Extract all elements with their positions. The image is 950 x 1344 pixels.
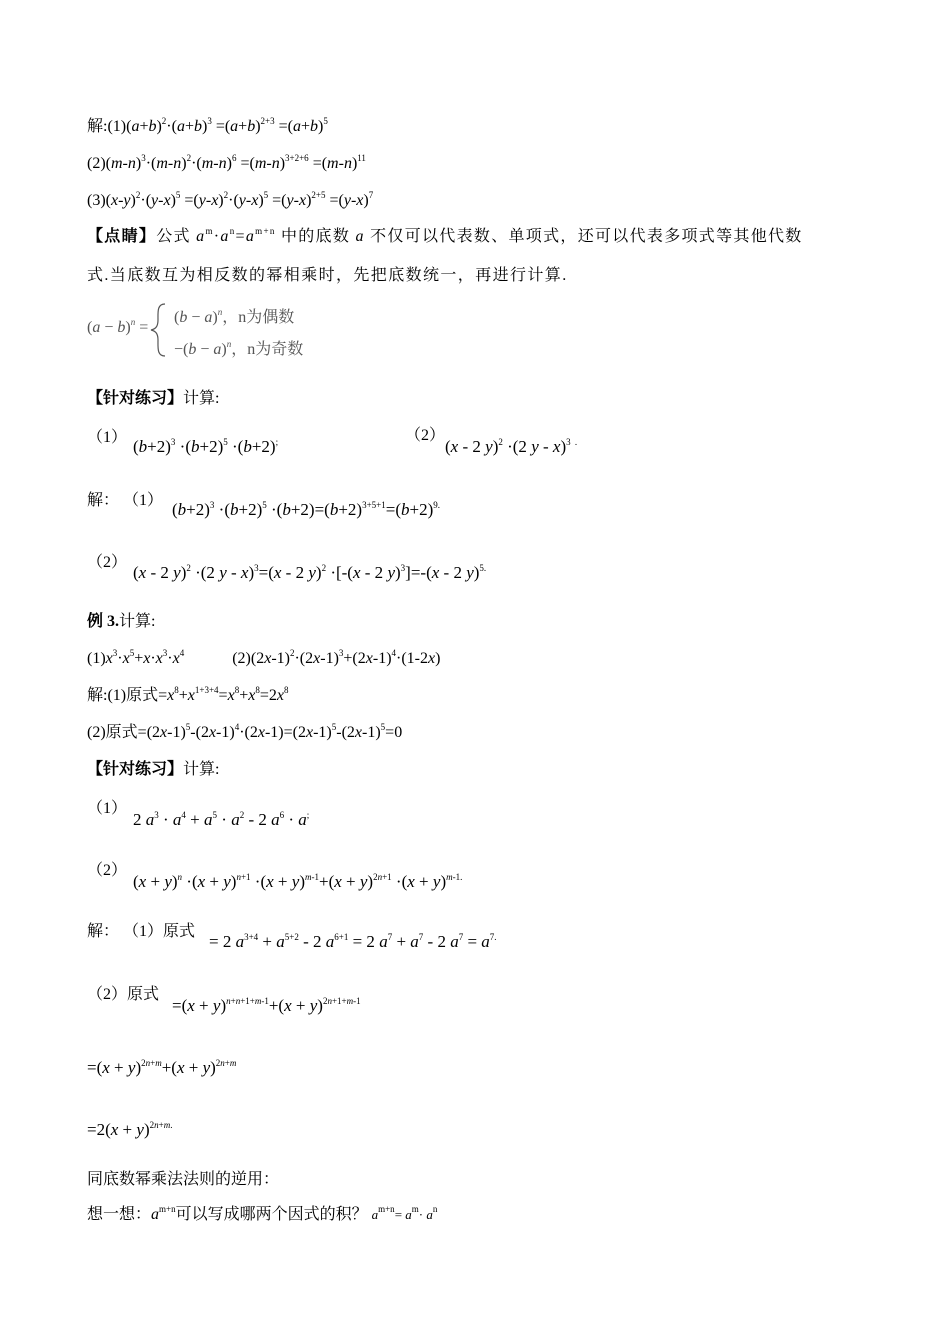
practice-1-q2: （2） [405, 427, 446, 444]
practice-2-q1-expr: 2 $a^3 \cdot a^4 + a^5 \cdot a^2 - 2$ $a^6 \cdot a^;$ [133, 810, 310, 829]
practice-2-sol-1-expr: = 2 $a^{3+4} + a^{5+2} - 2$ $a^{6+1} = 2$ $a^7 + a^7 - 2$ $a^7 = a^{7.}$ [209, 932, 497, 951]
solution-line-1: 解$:(1)(a+b)^2\cdot(a+b)^3 =(a+b)^{2+3} =(a+b)^5$ [87, 116, 328, 135]
solution-line-3: $(3)(x-y)^2\cdot(y-x)^5 =(y-x)^2\cdot(y-x)^5 =(y-x)^{2+5} =(y-x)^7$ [87, 190, 374, 209]
practice-1-q1: （1） [87, 429, 128, 446]
practice-1-sol-2: （2） [87, 554, 128, 571]
reverse-title: 同底数幂乘法法则的逆用： [87, 1171, 280, 1188]
curly-brace-icon [147, 302, 169, 358]
practice-2-sol-2: （2）原式 [87, 986, 160, 1003]
think-question: 想一想：$a^{m+n}$可以写成哪两个因式的积？ $a^{m+n}= a^m\cdot a^n$ [87, 1204, 438, 1223]
example-3-header: 例 3.计算: [87, 613, 156, 630]
practice-2-sol-2-expr: $=(x + y)^{n+n+1+m-1}+(x + y)^{2n+1+m-1}$ [172, 996, 361, 1015]
practice-2-q2: （2） [87, 862, 128, 879]
practice-1-sol-2-expr: (x - 2 y)$^2$ ·(2 y - x)$^3$=(x - 2 y)$^2$ ·[-(x - 2 y)$^3$]=-(x - 2 y)$^{5.}$ [133, 563, 487, 582]
tip-line-2: 式.当底数互为相反数的幂相乘时，先把底数统一，再进行计算. [87, 267, 568, 284]
piecewise-formula [87, 302, 387, 358]
practice-1-q1-expr: $(b+2)^3 \cdot(b+2)^5 \cdot(b+2)^;$ [133, 437, 279, 456]
practice-2-sol-1: 解： （1）原式 [87, 923, 196, 940]
solution-line-2: $(2)(m-n)^3\cdot(m-n)^2\cdot(m-n)^6 =(m-n)^{3+2+6} =(m-n)^{11}$ [87, 153, 366, 172]
example-3-questions: $(1)x^3\cdot x^5+x\cdot x^3\cdot x^4$ $(2)(2x-1)^2\cdot(2x-1)^3+(2x-1)^4\cdot(1-2x)$ [87, 648, 441, 667]
piecewise-lhs: $(a - b)^n$ = [87, 317, 149, 336]
practice-2-sol-2-step2: $=(x + y)^{2n+m}+(x + y)^{2n+m}$ [87, 1058, 237, 1077]
practice-1-q2-expr: (x - 2 y)$^2$ ·(2 y - x)$^3$ . [445, 437, 578, 456]
practice-header-1: 【针对练习】计算: [87, 390, 220, 407]
practice-1-sol-1-expr: $(b+2)^3 \cdot(b+2)^5 \cdot(b+2)=(b+2)^{3+5+1}=(b+2)^{9.}$ [172, 500, 440, 519]
practice-2-q1: （1） [87, 800, 128, 817]
example-3-solution-1: 解:(1)原式$=x^8+x^{1+3+4}=x^8+x^8=2x^8$ [87, 685, 289, 704]
practice-1-sol-1: 解： （1） [87, 492, 164, 509]
practice-2-sol-2-step3: $=2(x + y)^{2n+m.}$ [87, 1120, 173, 1139]
tip-label: 【点睛】 [87, 228, 157, 245]
example-3-solution-2: (2)原式$=(2x-1)^5-(2x-1)^4\cdot(2x-1)=(2x-1)^5-(2x-1)^5=0$ [87, 722, 403, 741]
case-odd: $-(b - a)^n$，n为奇数 [174, 339, 304, 358]
case-even: $(b - a)^n$，n为偶数 [174, 307, 295, 326]
practice-2-q2-expr: $(x + y)^n \cdot(x + y)^{n+1} \cdot(x + y)^{m-1}+(x + y)^{2n+1} \cdot(x + y)^{m-1.}$ [133, 872, 463, 891]
practice-header-2: 【针对练习】计算: [87, 761, 220, 778]
tip-line-1: 【点睛】公式 $a^m\cdot a^n=a^{m+n}$ 中的底数 a 不仅可以代表数、单项式，还可以代表多项式等其他代数 [87, 226, 803, 245]
